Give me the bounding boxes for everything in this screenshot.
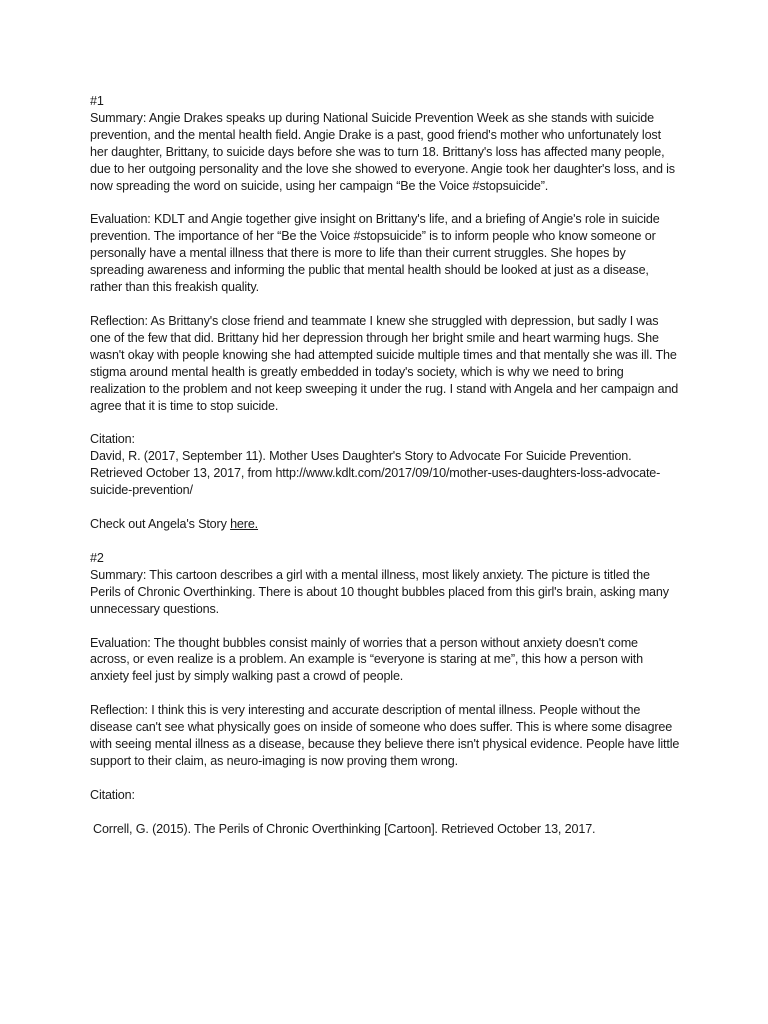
spacer <box>90 194 680 211</box>
spacer <box>90 770 680 787</box>
check-out-prefix: Check out Angela's Story <box>90 517 231 532</box>
section-1-evaluation: Evaluation: KDLT and Angie together give insight on Brittany's life, and a briefing of Angie's role in suicide prevention. The importance of her “Be the Voice #stopsuicide” is to inform people who know someone or personally have a mental illness that there is more to life than their current struggles. She hopes by spreading awareness and informing the public that mental health should be looked at just as a disease, rather than this freakish quality. <box>90 212 660 295</box>
spacer <box>90 296 680 313</box>
section-2-number: #2 <box>90 550 104 565</box>
spacer <box>90 685 680 702</box>
section-1-reflection: Reflection: As Brittany's close friend and teammate I knew she struggled with depression, but sadly I was one of the few that did. Brittany hid her depression through her bright smile and heart warming hugs. She wasn't okay with people knowing she had attempted suicide multiple times and that mentally she was ill. The stigma around mental health is greatly embedded in today's society, which is why we need to bring realization to the problem and not keep sweeping it under the rug. I stand with Angela and her campaign and agree that it is time to stop suicide. <box>90 313 679 413</box>
section-2-reflection: Reflection: I think this is very interesting and accurate description of mental illness. People without the disease can't see what physically goes on inside of someone who does suffer. This is where some disagree with seeing mental illness as a disease, because they believe there isn't physical evidence. People have little support to their claim, as neuro-imaging is now proving them wrong. <box>90 703 680 768</box>
spacer <box>90 533 680 550</box>
section-2-summary: Summary: This cartoon describes a girl with a mental illness, most likely anxiety. The picture is titled the Perils of Chronic Overthinking. There is about 10 thought bubbles placed from this girl's brain, asking many unnecessary questions. <box>90 567 669 616</box>
section-2-citation-label: Citation: <box>90 787 135 802</box>
section-1-citation-label: Citation: <box>90 432 135 447</box>
section-1-citation-text: David, R. (2017, September 11). Mother Uses Daughter's Story to Advocate For Suicide Prevention. Retrieved October 13, 2017, from http://www.kdlt.com/2017/09/10/mother-uses-daughters-loss-advocate-suicide-prevention/ <box>90 449 661 498</box>
section-2-citation-text: Correll, G. (2015). The Perils of Chronic Overthinking [Cartoon]. Retrieved October 13, 2017. <box>93 821 596 836</box>
check-out-line <box>90 516 680 533</box>
spacer <box>90 804 680 821</box>
angela-story-link[interactable]: here. <box>230 517 259 532</box>
section-2-evaluation: Evaluation: The thought bubbles consist mainly of worries that a person without anxiety doesn't come across, or even realize is a problem. An example is “everyone is staring at me”, this how a person with anxiety feel just by simply walking past a crowd of people. <box>90 635 643 684</box>
section-1-number: #1 <box>90 94 104 108</box>
section-1-summary: Summary: Angie Drakes speaks up during National Suicide Prevention Week as she stands with suicide prevention, and the mental health field. Angie Drake is a past, good friend's mother who unfortunately lost her daughter, Brittany, to suicide days before she was to turn 18. Brittany's loss has affected many people, due to her outgoing personality and the love she showed to everyone. Angie took her daughter's loss, and is now spreading the word on suicide, using her campaign “Be the Voice #stopsuicide”. <box>90 110 675 193</box>
spacer <box>90 499 680 516</box>
spacer <box>90 618 680 635</box>
spacer <box>90 414 680 431</box>
document-page <box>90 93 680 838</box>
